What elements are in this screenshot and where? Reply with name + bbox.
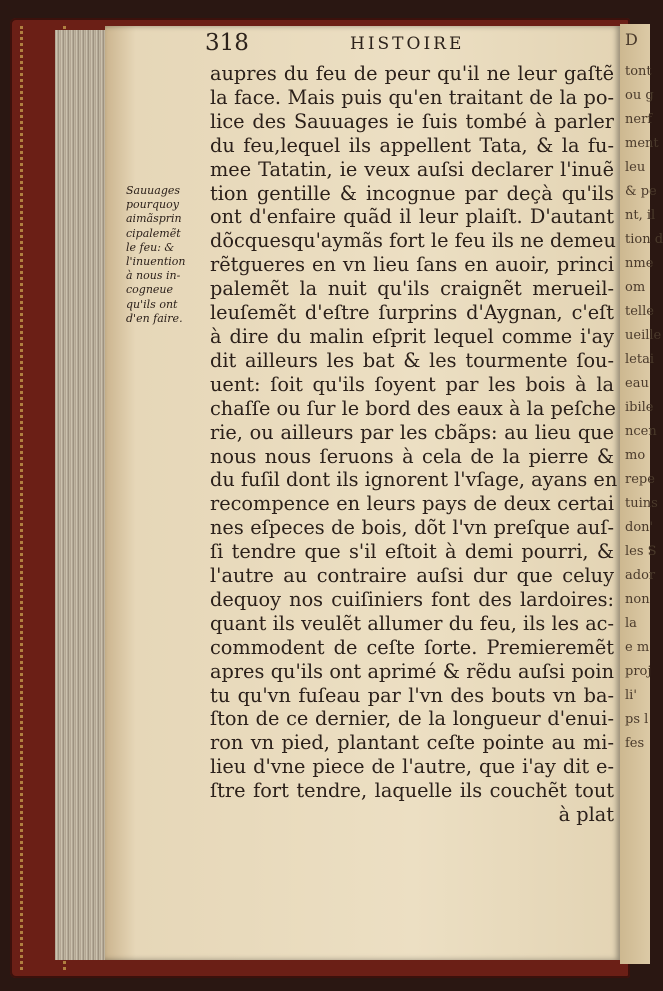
text-line: rie, ou ailleurs par les cbãps: au lieu que [210,420,614,444]
page-header [205,30,505,56]
facing-page-fragment: & pe [625,184,657,199]
text-line: tion gentille & incognue par deçà qu'ils [210,181,614,205]
facing-page-fragment: ps l [625,712,649,727]
facing-page-fragment: leu [625,160,646,175]
text-line: nous nous ſeruons à cela de la pierre & [210,444,614,468]
text-line: leuſemẽt d'eſtre ſurprins d'Aygnan, c'eſt [210,301,614,325]
text-line: ſi tendre que s'il eſtoit à demi pourri, & [210,540,614,564]
text-line: tu qu'vn fuſeau par l'vn des bouts vn ba- [210,683,614,707]
facing-page-fragment: D [625,30,638,49]
page-number: 318 [205,30,249,56]
facing-page-fragment: non [625,592,650,607]
text-line: chaſſe ou ſur le bord des eaux à la peſche [210,396,616,420]
text-line: la face. Mais puis qu'en traitant de la po- [210,85,614,109]
marginal-note-line: à nous in- [126,269,181,283]
marginal-note-line: le feu: & [126,240,175,254]
text-line: nes eſpeces de bois, dõt l'vn preſque auſ- [210,516,614,540]
marginal-note-line: aimãsprin [126,212,182,226]
text-line: lice des Sauuages ie ſuis tombé à parler [210,109,614,133]
page-edges [55,30,105,960]
facing-page-fragment: ou g [625,88,654,103]
marginal-note-line: d'en faire. [126,311,183,325]
facing-page-fragment: nme [625,256,654,271]
facing-page-fragment: la [625,616,637,631]
text-line: ron vn pied, plantant ceſte pointe au mi- [210,731,614,755]
facing-page-fragment: om [625,280,646,295]
text-line: l'autre au contraire auſsi dur que celuy [210,564,614,588]
text-line: commodent de ceſte ſorte. Premieremẽt [210,635,614,659]
facing-page-fragment: tuins [625,496,658,511]
facing-page-fragment: repe [625,472,655,487]
text-line: lieu d'vne piece de l'autre, que i'ay dit e- [210,755,614,779]
facing-page-fragment: letai [625,352,654,367]
text-line: uent: ſoit qu'ils ſoyent par les bois à la [210,372,614,396]
facing-page-fragment: tion d [625,232,663,247]
running-title: HISTOIRE [350,34,465,54]
marginal-note-line: cogneue [126,283,174,297]
facing-page-fragment: ncen [625,424,657,439]
text-line: aupres du feu de peur qu'il ne leur gaſtẽ [210,62,614,85]
facing-page-fragment: les S [625,544,657,559]
text-line: rẽtgueres en vn lieu ſans en auoir, princi [210,253,614,277]
text-line: palemẽt la nuit qu'ils craignẽt merueil- [210,277,614,301]
text-line: du fuſil dont ils ignorent l'vſage, ayans en [210,468,618,492]
facing-page-fragment: tont [625,64,652,79]
marginal-note-line: cipalemẽt [126,226,181,240]
facing-page-fragment: ueille [625,328,662,343]
text-line: ſtre fort tendre, laquelle ils couchẽt tout [210,779,614,803]
facing-page-fragment: ibile [625,400,654,415]
marginal-note [126,184,210,326]
text-line: du feu,lequel ils appellent Tata, & la fu- [210,133,614,157]
facing-page-fragment: ador [625,568,656,583]
facing-page-fragment: proj [625,664,652,679]
facing-page-edge [620,24,663,964]
body-text [210,62,618,827]
marginal-note-line: Sauuages [126,184,181,197]
facing-page-fragment: fes [625,736,645,751]
text-line: apres qu'ils ont aprimé & rẽdu auſsi poin [210,659,614,683]
text-line: mee Tatatin, ie veux auſsi declarer l'inuẽ [210,157,614,181]
facing-page-fragment: nerf [625,112,653,127]
facing-page-fragment: li' [625,688,637,703]
marginal-note-line: pourquoy [126,198,179,212]
facing-page-fragment: ment [625,136,659,151]
text-line: recompence en leurs pays de deux certai [210,492,614,516]
text-line: ſton de ce dernier, de la longueur d'enui- [210,707,614,731]
text-line: dit ailleurs les bat & les tourmente ſou- [210,348,614,372]
facing-page-fragment: e m [625,640,650,655]
facing-page-fragment: don' [625,520,654,535]
facing-page-fragment: telle [625,304,654,319]
text-line: quant ils veulẽt allumer du feu, ils les ac- [210,611,614,635]
marginal-note-line: l'inuention [126,255,186,269]
text-line: ont d'enfaire quãd il leur plaiſt. D'autant [210,205,614,229]
marginal-note-line: qu'ils ont [126,297,178,311]
text-line: dequoy nos cuiſiniers font des lardoires: [210,587,614,611]
text-line: à dire du malin eſprit lequel comme i'ay [210,324,614,348]
catchword-line: à plat [558,803,614,827]
facing-page-fragment: eau [625,376,649,391]
text-line: dõcquesqu'aymãs fort le feu ils ne demeu [210,229,616,253]
facing-page-fragment: mo [625,448,646,463]
facing-page-fragment: nt, il [625,208,656,223]
